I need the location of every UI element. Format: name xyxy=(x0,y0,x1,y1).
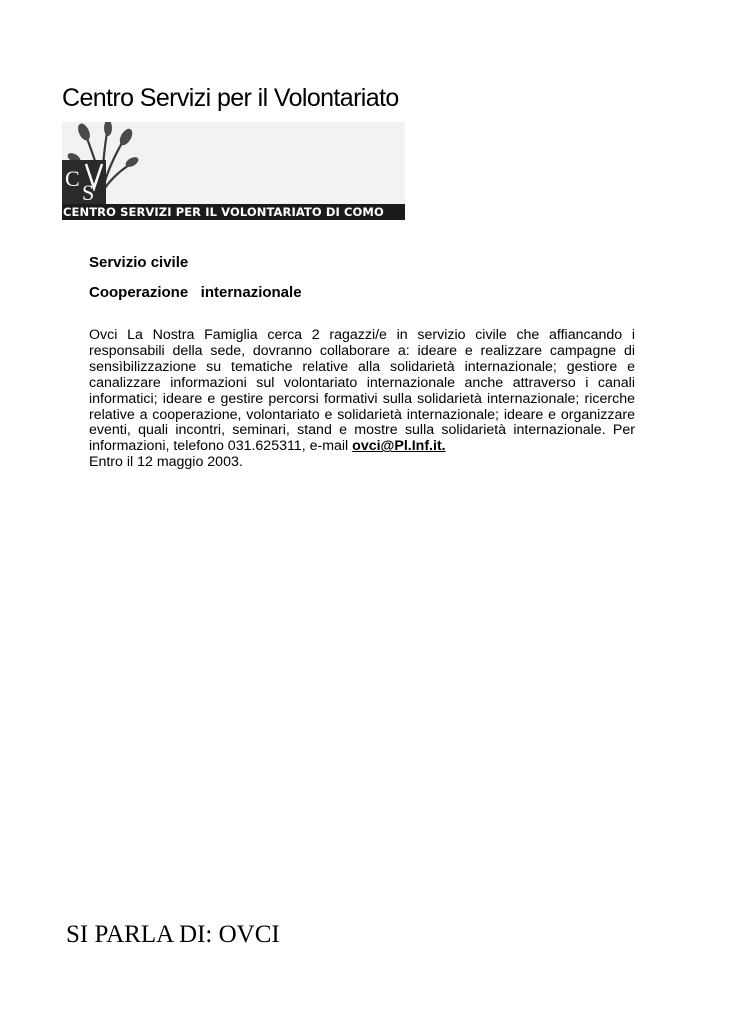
logo xyxy=(62,122,405,220)
svg-text:S: S xyxy=(82,180,95,204)
page-title: Centro Servizi per il Volontariato xyxy=(62,84,399,112)
section-heading: Servizio civile xyxy=(89,254,189,271)
footer-label: SI PARLA DI: OVCI xyxy=(66,921,280,948)
deadline-text: Entro il 12 maggio 2003. xyxy=(89,454,243,471)
article-body xyxy=(89,328,635,471)
svg-text:C: C xyxy=(65,166,80,191)
cvs-monogram-icon xyxy=(64,162,112,204)
article-body-text: Ovci La Nostra Famiglia cerca 2 ragazzi/e in servizio civile che affiancando i responsabili della sede, dovranno collaborare a: ideare e realizzare campagne di sensìbilizzazione su tematiche relative alla solidarietà internazionale; gestiore e canalizzare informazioni sul volontariato internazionale anche attraverso i canali informatici; ideare e gestire percorsi formativi sulla solidarietà internazionale; ricerche relative a cooperazione, volontariato e solidarietà internazionale; ideare e organizzare eventi, quali incontri, seminari, stand e mostre sulla solidarietà internazionale. Per informazioni, telefono 031.625311, e-mail xyxy=(89,327,635,455)
logo-caption: CENTRO SERVIZI PER IL VOLONTARIATO DI COMO xyxy=(63,205,384,219)
email-link[interactable]: ovci@Pl.Inf.it. xyxy=(352,438,446,455)
logo-band xyxy=(62,204,405,220)
subsection-heading: Cooperazione internazionale xyxy=(89,284,302,301)
